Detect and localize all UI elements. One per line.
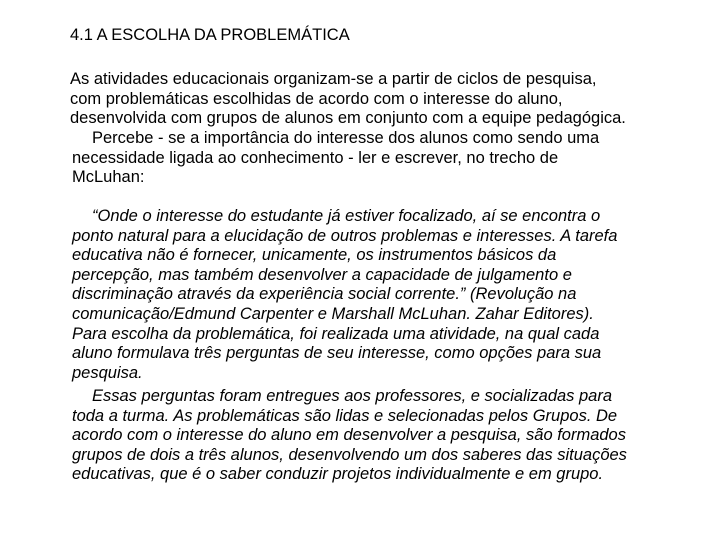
paragraph-line: educativas, que é o saber conduzir projetos individualmente e em grupo. [72,465,604,484]
paragraph-intro [70,70,690,129]
paragraph-line: desenvolvida com grupos de alunos em conjunto com a equipe pedagógica. [70,109,626,128]
paragraph-line: necessidade ligada ao conhecimento - ler e escrever, no trecho de [72,148,559,167]
paragraph-line: “Onde o interesse do estudante já estiver focalizado, aí se encontra o [92,207,601,225]
paragraph-line: ponto natural para a elucidação de outros problemas e interesses. A tarefa [72,226,618,245]
paragraph-importance [72,129,692,188]
paragraph-line: Essas perguntas foram entregues aos professores, e socializadas para [92,387,613,405]
paragraph-questions [72,387,692,485]
paragraph-line: grupos de dois a três alunos, desenvolvendo um dos saberes das situações [72,445,627,464]
paragraph-line: pesquisa. [72,363,143,382]
paragraph-line: Para escolha da problemática, foi realizada uma atividade, na qual cada [72,324,600,343]
section-title: 4.1 A ESCOLHA DA PROBLEMÁTICA [70,26,350,44]
paragraph-line: comunicação/Edmund Carpenter e Marshall McLuhan. Zahar Editores). [72,304,594,323]
paragraph-line: percepção, mas também desenvolver a capacidade de julgamento e [72,265,572,284]
paragraph-line: acordo com o interesse do aluno em desenvolver a pesquisa, são formados [72,426,626,445]
paragraph-line: toda a turma. As problemáticas são lidas e selecionadas pelos Grupos. De [72,406,618,425]
paragraph-line: As atividades educacionais organizam-se a partir de ciclos de pesquisa, [70,70,597,88]
paragraph-line: discriminação através da experiência social corrente.” (Revolução na [72,285,577,304]
paragraph-line: aluno formulava três perguntas de seu interesse, como opções para sua [72,344,602,363]
paragraph-line: com problemáticas escolhidas de acordo com o interesse do aluno, [70,89,563,108]
paragraph-line: Percebe - se a importância do interesse dos alunos como sendo uma [92,129,600,147]
paragraph-quote [72,207,692,383]
paragraph-line: McLuhan: [72,168,145,187]
paragraph-line: educativa não é fornecer, unicamente, os instrumentos básicos da [72,246,557,265]
